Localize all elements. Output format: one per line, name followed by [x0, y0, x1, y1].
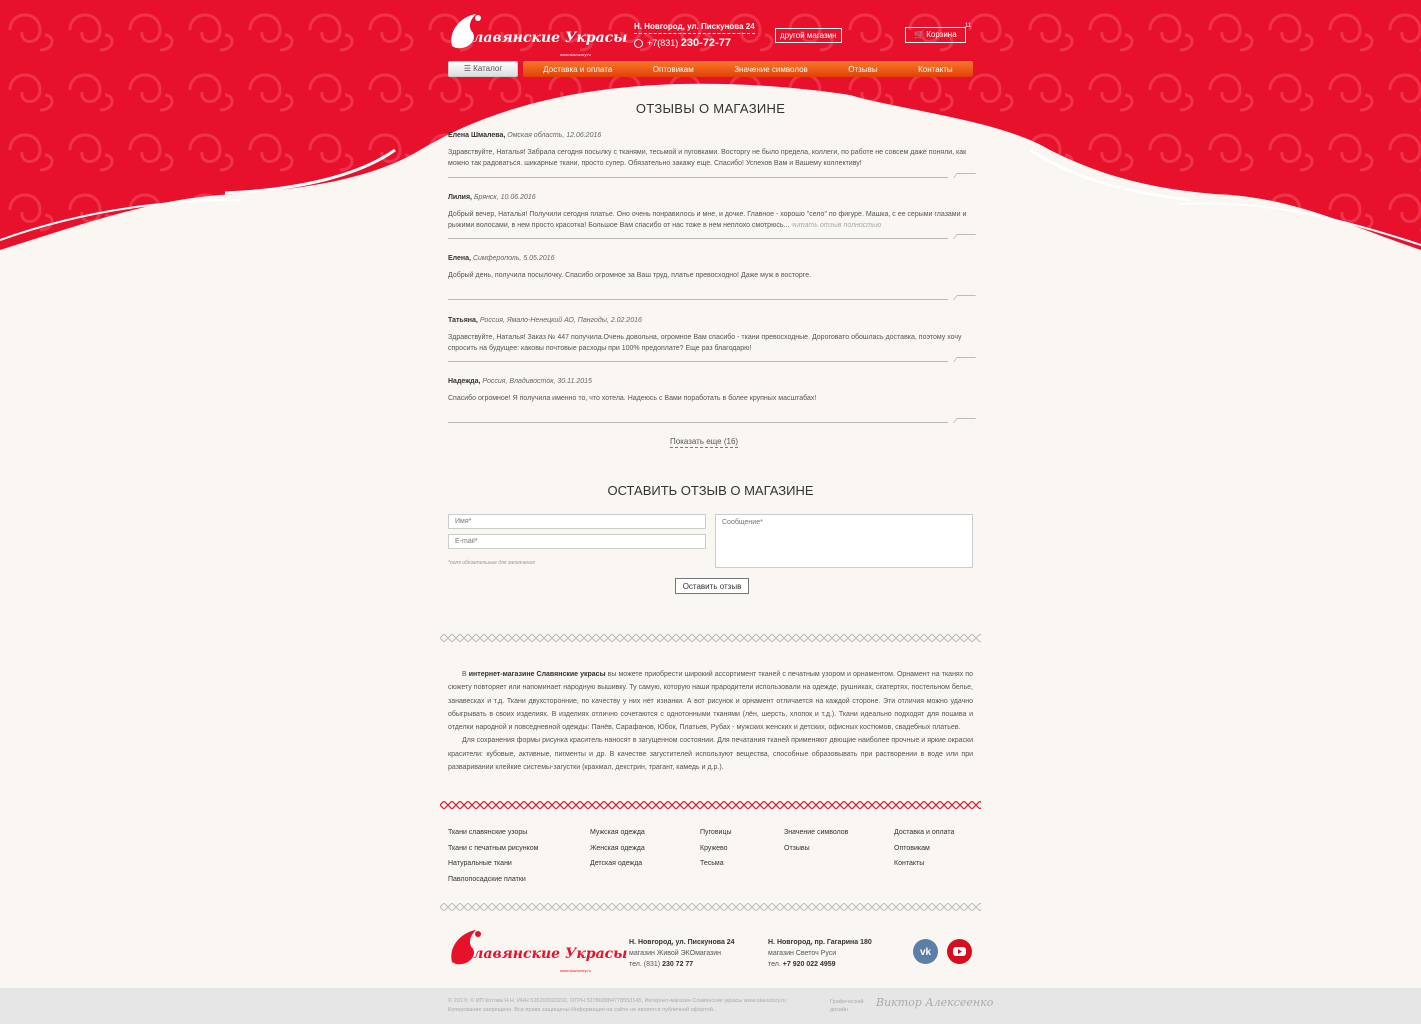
footer-link[interactable]: Ткани славянские узоры [448, 829, 528, 836]
other-shop-button[interactable]: другой магазин [775, 28, 842, 43]
reviews-title: ОТЗЫВЫ О МАГАЗИНЕ [635, 101, 786, 116]
review-item: Татьяна, Россия, Ямало-Ненецкий АО, Пангоды, 2.02.2016 Здравствуйте, Наталья! Заказ № 447 получила.Очень довольна, огромное Вам спасибо - ткани превосходные. Дороговато обошлась доставка, поэтому хочу спросить на будущее: каковы почтовые расходы при 100% предоплате? Еще раз благодарю! [448, 317, 962, 352]
footer-col-accessories [700, 829, 732, 876]
logo-url: www.slavuzory.ru [560, 968, 591, 973]
footer-link[interactable]: Женская одежда [590, 844, 645, 852]
header-address[interactable]: Н. Новгород, ул. Пискунова 24 [634, 22, 755, 34]
ornament-divider-grey [440, 903, 981, 911]
phone-icon [634, 39, 643, 48]
logo-url: www.slavuzory.ru [560, 52, 591, 57]
review-divider [448, 234, 973, 242]
footer-link[interactable]: Мужская одежда [590, 829, 645, 836]
nav-item-symbols[interactable]: Значение символов [734, 64, 808, 74]
review-divider [448, 173, 973, 181]
name-input[interactable] [448, 514, 706, 529]
design-label: Графический дизайн [830, 999, 864, 1013]
svg-text:vk: vk [919, 947, 932, 958]
footer-col-info [784, 829, 848, 860]
footer-link[interactable]: Тесьма [700, 860, 724, 867]
cart-icon: 🛒 [914, 30, 924, 39]
footer-address-2: Н. Новгород, пр. Гагарина 180 магазин Светоч Руси тел. +7 920 022 4959 [768, 939, 872, 968]
required-note: *поля обязательные для заполнения [448, 560, 535, 566]
nav-item-contacts[interactable]: Контакты [918, 64, 953, 74]
cart-button[interactable]: 🛒 Корзина [905, 27, 966, 43]
footer-link[interactable]: Павлопосадские платки [448, 875, 526, 883]
copyright: © 2017г. © ИП Котова Н.Н. ИНН 526202020202, ОГРН 527868884778553145, Интернет-магазин Славянские украсы www.slavuzory.ru Копирование запрещено. Все права защищены Информация на сайте не является публичной офертой. [448, 998, 787, 1013]
review-divider [448, 357, 973, 365]
footer-link[interactable]: Оптовикам [894, 844, 930, 852]
review-item: Лилия, Брянск, 10.06.2016 Добрый вечер, Наталья! Получили сегодня платье. Оно очень понравилось и мне, и дочке. Главное - хорошо "село" по фигуре. Машка, с ее серыми глазами и рыжими волосами, в нем просто красотка! Большое Вам спасибо от нас тоже в нем неплохо смотрюсь... читать отзыв полностью [448, 194, 967, 229]
footer-col-clothes [590, 829, 645, 876]
footer-link[interactable]: Ткани с печатным рисунком [448, 844, 539, 852]
footer-address-1: Н. Новгород, ул. Пискунова 24 магазин Живой ЭКОмагазин тел. (831) 230 72 77 [629, 939, 735, 968]
nav-item-delivery[interactable]: Доставка и оплата [543, 64, 613, 74]
nav-item-reviews[interactable]: Отзывы [848, 64, 878, 74]
email-input[interactable] [448, 534, 706, 549]
footer-col-service [894, 829, 954, 876]
designer-signature[interactable]: Виктор Алексеенко [876, 996, 994, 1009]
review-item: Надежда, Россия, Владивосток, 30.11.2015 Спасибо огромное! Я получила именно то, что хотела. Надеюсь с Вами поработать в более крупных масштабах! [448, 378, 817, 402]
logo-text: Славянские Украсы [462, 30, 628, 46]
footer-link[interactable]: Натуральные ткани [448, 860, 512, 867]
review-item: Елена Шмалева, Омская область, 12.06.2016 Здравствуйте, Наталья! Забрала сегодня посылку с тканями, тесьмой и пуговками. Восторгу не было предела, коллеги, по работе не совсем даже поняли, как можно так радоваться. шикарные ткани, просто супер. Обязательно закажу еще. Спасибо! Успехов Вам и Вашему коллективу! [448, 132, 967, 167]
nav-bar [523, 61, 973, 77]
cart-count-badge: 11 [965, 23, 972, 29]
footer-logo[interactable] [448, 926, 628, 973]
review-divider [448, 418, 973, 426]
ornament-divider-red [440, 801, 981, 809]
footer-link[interactable]: Кружево [700, 844, 728, 852]
logo-text: Славянские Украсы [462, 946, 628, 962]
catalog-button[interactable]: ☰ Каталог [448, 61, 518, 77]
about-text: В интернет-магазине Славянские украсы вы можете приобрести широкий ассортимент тканей с печатным узором и орнаментом. Орнамент на тканях по сюжету повторяет или напоминает народную вышивку. Ту самую, которую наши прародители использовали на одежде, рушниках, скатертях, постельном белье, занавесках и т.д. Ткани двухсторонние, по качеству у них нет изнанки. А вот рисунок и орнамент отличается на каждой стороне. Эти отличия можно удачно обыгрывать в своих изделиях. В изделиях отлично сочетаются с однотонными тканями (лён, шерсть, хлопок и т.д.). Ткани идеально подходят для пошива и отделки народной и повседневной одежды: Панёв, Сарафанов, Юбок, Платьев, Рубах - мужских женских и детских, офисных костюмов, свадебных платьев. Для сохранения формы рисунка краситель наносят в загущенном состоянии. Для печатания тканей применяют двющие наиболее прочные и яркие окраски красители: кубовые, активные, пигменты и др. В качестве загустителей используют вещества, способные образовывать при растворении в воде или при разваривании клейкие системы-загустки (крахмал, декстрин, трагант, камедь и д.р.). [448, 671, 973, 772]
footer-link[interactable]: Доставка и оплата [894, 829, 955, 836]
footer-link[interactable]: Контакты [894, 860, 925, 867]
main-nav [448, 61, 973, 77]
ornament-divider-grey [440, 634, 981, 642]
submit-review-button[interactable]: Оставить отзыв [675, 578, 749, 594]
youtube-icon[interactable] [947, 939, 972, 964]
form-title: ОСТАВИТЬ ОТЗЫВ О МАГАЗИНЕ [607, 483, 814, 498]
header-phone: +7(831) 230-72-77 [634, 37, 731, 49]
site-logo[interactable] [448, 10, 628, 57]
vk-icon[interactable] [913, 939, 938, 964]
review-item: Елена, Симферополь, 5.05.2016 Добрый день, получила посылочку. Спасибо огромное за Ваш труд, платье превосходно! Даже муж в восторге. [448, 255, 812, 279]
footer-col-fabrics [448, 829, 538, 891]
footer-link[interactable]: Детская одежда [590, 860, 643, 867]
footer-link[interactable]: Отзывы [784, 844, 810, 852]
menu-icon: ☰ [463, 64, 471, 73]
footer-link[interactable]: Значение символов [784, 829, 849, 836]
read-more-link[interactable]: читать отзыв полностью [791, 222, 882, 229]
footer-link[interactable]: Пуговицы [700, 829, 732, 836]
message-textarea[interactable] [715, 514, 973, 568]
nav-item-wholesale[interactable]: Оптовикам [652, 64, 694, 74]
review-divider [448, 295, 973, 303]
show-more-link[interactable]: Показать еще (16) [670, 437, 739, 446]
